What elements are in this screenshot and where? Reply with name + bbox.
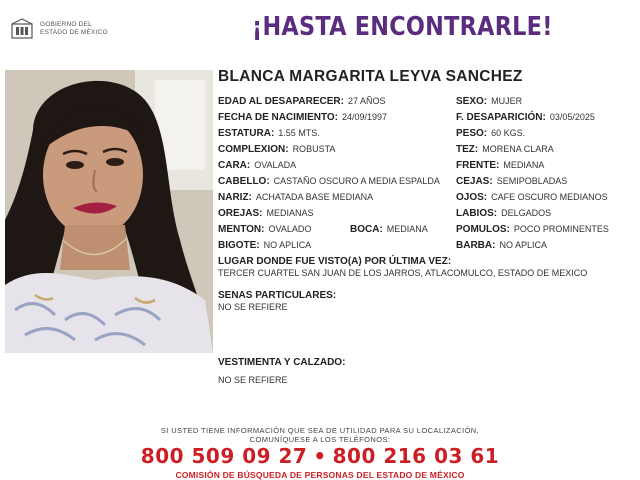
field-value: MORENA CLARA [482, 144, 554, 154]
phone-separator: • [313, 444, 327, 468]
field-value: 60 KGS. [491, 128, 526, 138]
field-value: 1.55 MTS. [278, 128, 320, 138]
field-value: MEDIANAS [266, 208, 314, 218]
field-cabello [218, 176, 440, 187]
last-seen-title: LUGAR DONDE FUE VISTO(A) POR ÚLTIMA VEZ: [218, 256, 452, 267]
field-label: BARBA: [456, 240, 496, 251]
field-complexion [218, 144, 335, 155]
field-label: COMPLEXION: [218, 144, 289, 155]
field-label: SEXO: [456, 96, 488, 107]
field-pomulos [456, 224, 609, 235]
field-frente [456, 160, 544, 171]
field-label: FECHA DE NACIMIENTO: [218, 112, 338, 123]
field-label: FRENTE: [456, 160, 500, 171]
field-value: CASTAÑO OSCURO A MEDIA ESPALDA [273, 176, 440, 186]
field-value: ROBUSTA [292, 144, 336, 154]
field-menton [218, 224, 311, 235]
field-label: POMULOS: [456, 224, 510, 235]
phone-numbers [0, 444, 640, 468]
field-cara [218, 160, 296, 171]
field-label: CEJAS: [456, 176, 493, 187]
field-label: BOCA: [350, 224, 383, 235]
person-name: BLANCA MARGARITA LEYVA SANCHEZ [218, 68, 523, 85]
field-value: 27 AÑOS [347, 96, 386, 106]
clothing-title: VESTIMENTA Y CALZADO: [218, 357, 346, 368]
field-value: 24/09/1997 [342, 112, 388, 122]
field-edad [218, 96, 385, 107]
footer-note-line-2: COMUNÍQUESE A LOS TELÉFONOS: [249, 435, 391, 444]
field-desaparicion [456, 112, 595, 123]
field-label: TEZ: [456, 144, 479, 155]
field-tez [456, 144, 554, 155]
field-label: NARIZ: [218, 192, 252, 203]
commission-name: COMISIÓN DE BÚSQUEDA DE PERSONAS DEL ESTADO DE MÉXICO [175, 470, 465, 480]
field-value: SEMIPOBLADAS [496, 176, 568, 186]
field-value: MEDIANA [386, 224, 428, 234]
state-emblem-icon [10, 18, 34, 40]
field-label: PESO: [456, 128, 488, 139]
field-label: OREJAS: [218, 208, 263, 219]
field-label: EDAD AL DESAPARECER: [218, 96, 344, 107]
field-value: OVALADO [268, 224, 312, 234]
field-bigote [218, 240, 311, 251]
field-peso [456, 128, 525, 139]
field-sexo [456, 96, 522, 107]
field-cejas [456, 176, 567, 187]
missing-person-photo [5, 70, 213, 353]
field-nacimiento [218, 112, 387, 123]
field-boca [350, 224, 428, 235]
field-label: LABIOS: [456, 208, 498, 219]
field-label: MENTON: [218, 224, 265, 235]
field-labios [456, 208, 551, 219]
field-value: MUJER [491, 96, 523, 106]
field-value: DELGADOS [501, 208, 552, 218]
field-barba [456, 240, 547, 251]
field-value: NO APLICA [263, 240, 312, 250]
marks-text: NO SE REFIERE [218, 302, 288, 312]
field-orejas [218, 208, 313, 219]
field-value: MEDIANA [503, 160, 545, 170]
field-estatura [218, 128, 320, 139]
field-value: OVALADA [254, 160, 297, 170]
logo-line-2: ESTADO DE MÉXICO [40, 29, 108, 36]
field-value: ACHATADA BASE MEDIANA [255, 192, 374, 202]
field-nariz [218, 192, 373, 203]
marks-title: SENAS PARTICULARES: [218, 290, 337, 301]
field-label: BIGOTE: [218, 240, 260, 251]
field-value: POCO PROMINENTES [513, 224, 609, 234]
phone-number-2[interactable]: 800 216 03 61 [332, 444, 500, 468]
field-label: CABELLO: [218, 176, 270, 187]
field-label: OJOS: [456, 192, 488, 203]
clothing-text: NO SE REFIERE [218, 375, 288, 385]
field-value: 03/05/2025 [549, 112, 595, 122]
field-label: F. DESAPARICIÓN: [456, 112, 546, 123]
logo-line-1: GOBIERNO DEL [40, 21, 92, 28]
headline: ¡HASTA ENCONTRARLE! [252, 12, 553, 42]
footer-note-line-1: SI USTED TIENE INFORMACIÓN QUE SEA DE UTILIDAD PARA SU LOCALIZACIÓN, [160, 426, 480, 435]
logo-text [40, 21, 108, 37]
field-ojos [456, 192, 608, 203]
government-logo [10, 16, 140, 56]
person-portrait-icon [5, 70, 213, 353]
field-label: ESTATURA: [218, 128, 275, 139]
field-value: CAFE OSCURO MEDIANOS [491, 192, 608, 202]
field-value: NO APLICA [499, 240, 547, 250]
phone-number-1[interactable]: 800 509 09 27 [140, 444, 308, 468]
last-seen-text: TERCER CUARTEL SAN JUAN DE LOS JARROS, ATLACOMULCO, ESTADO DE MEXICO [218, 268, 588, 278]
field-label: CARA: [218, 160, 251, 171]
